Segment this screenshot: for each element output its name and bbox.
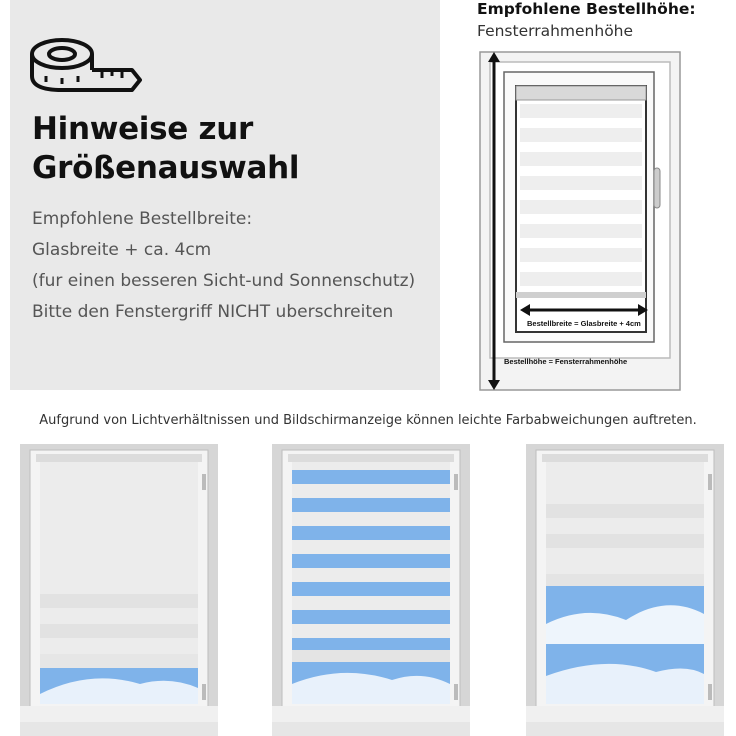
window-blind-half-raised [526,444,724,736]
window-blind-stripes-open [272,444,470,736]
page-title [32,110,299,188]
instruction-line: Glasbreite + ca. 4cm [32,240,212,260]
disclaimer-text: Aufgrund von Lichtverhältnissen und Bildschirmanzeige können leichte Farbabweichungen auftreten. [39,413,697,428]
width-label: Bestellbreite = Glasbreite + 4cm [527,319,641,328]
diagram-subtitle: Fensterrahmenhöhe [477,22,634,40]
diagram-title: Empfohlene Bestellhöhe: [477,0,696,18]
title-line-1: Hinweise zur [32,111,253,147]
measuring-tape-icon [22,30,152,100]
measurement-diagram [476,48,700,396]
instruction-line: Bitte den Fenstergriff NICHT uberschreiten [32,302,394,322]
instruction-line: (fur einen besseren Sicht-und Sonnenschutz) [32,271,416,291]
window-blind-closed [20,444,218,736]
height-label: Bestellhöhe = Fensterrahmenhöhe [504,357,628,366]
instruction-line: Empfohlene Bestellbreite: [32,209,253,229]
size-instructions [32,204,415,328]
title-line-2: Größenauswahl [32,150,300,186]
